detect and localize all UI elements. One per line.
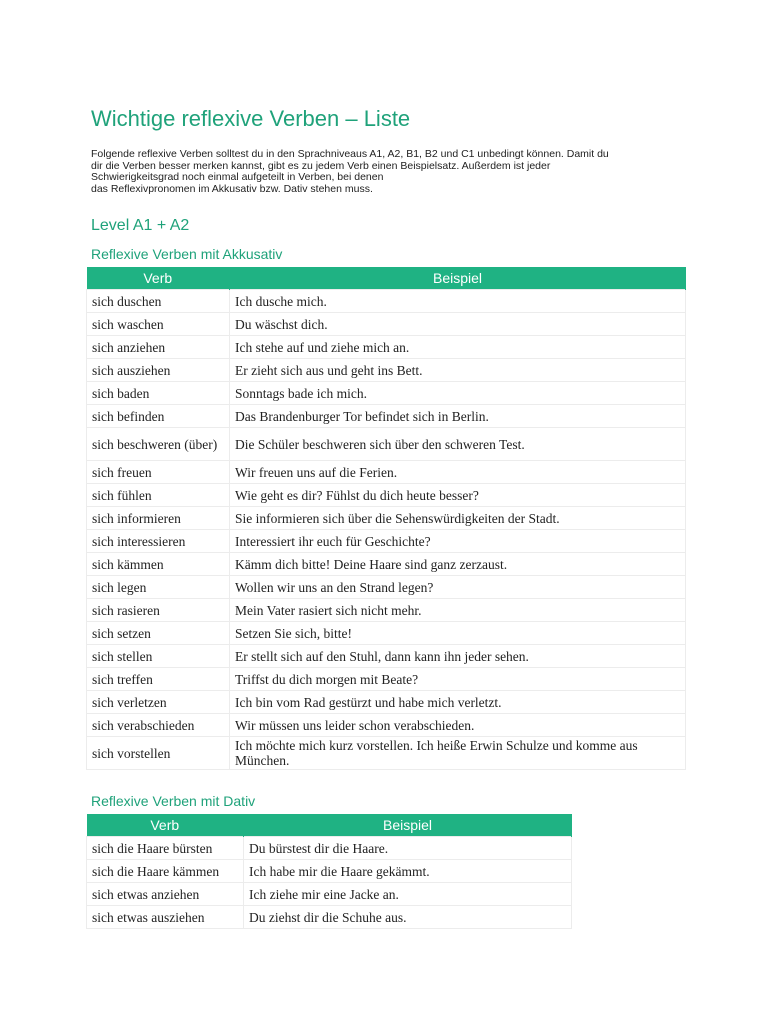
table-row — [87, 599, 686, 622]
verb-cell: sich stellen — [87, 645, 230, 668]
table-header-row — [87, 267, 686, 290]
example-cell: Ich bin vom Rad gestürzt und habe mich verletzt. — [230, 691, 686, 714]
example-cell: Ich möchte mich kurz vorstellen. Ich heiße Erwin Schulze und komme aus München. — [230, 737, 686, 770]
dativ-table — [86, 814, 572, 929]
akkusativ-table — [86, 267, 686, 770]
example-cell: Ich dusche mich. — [230, 290, 686, 313]
column-header-verb: Verb — [87, 267, 230, 290]
verb-cell: sich etwas anziehen — [87, 883, 244, 906]
example-cell: Setzen Sie sich, bitte! — [230, 622, 686, 645]
example-cell: Er stellt sich auf den Stuhl, dann kann ihn jeder sehen. — [230, 645, 686, 668]
table-row — [87, 622, 686, 645]
verb-cell: sich interessieren — [87, 530, 230, 553]
column-header-verb: Verb — [87, 814, 244, 837]
verb-cell: sich baden — [87, 382, 230, 405]
dativ-heading: Reflexive Verben mit Dativ — [91, 793, 256, 809]
table-row — [87, 428, 686, 461]
column-header-example: Beispiel — [230, 267, 686, 290]
verb-cell: sich freuen — [87, 461, 230, 484]
verb-cell: sich rasieren — [87, 599, 230, 622]
table-row — [87, 714, 686, 737]
verb-cell: sich die Haare kämmen — [87, 860, 244, 883]
table-row — [87, 837, 572, 860]
page-title: Wichtige reflexive Verben – Liste — [91, 106, 411, 131]
intro-line: Schwierigkeitsgrad noch einmal aufgeteilt in Verben, bei denen — [91, 171, 384, 183]
example-cell: Wir müssen uns leider schon verabschieden. — [230, 714, 686, 737]
example-cell: Mein Vater rasiert sich nicht mehr. — [230, 599, 686, 622]
intro-line: Folgende reflexive Verben solltest du in den Sprachniveaus A1, A2, B1, B2 und C1 unbedingt können. Damit du — [91, 148, 609, 160]
verb-cell: sich verletzen — [87, 691, 230, 714]
table-row — [87, 860, 572, 883]
example-cell: Du wäschst dich. — [230, 313, 686, 336]
example-cell: Kämm dich bitte! Deine Haare sind ganz zerzaust. — [230, 553, 686, 576]
verb-cell: sich vorstellen — [87, 737, 230, 770]
verb-cell: sich duschen — [87, 290, 230, 313]
verb-cell: sich etwas ausziehen — [87, 906, 244, 929]
verb-cell: sich verabschieden — [87, 714, 230, 737]
akkusativ-heading: Reflexive Verben mit Akkusativ — [91, 246, 283, 262]
verb-cell: sich waschen — [87, 313, 230, 336]
example-cell: Wollen wir uns an den Strand legen? — [230, 576, 686, 599]
table-row — [87, 906, 572, 929]
example-cell: Die Schüler beschweren sich über den schweren Test. — [230, 428, 686, 461]
table-row — [87, 336, 686, 359]
example-cell: Sie informieren sich über die Sehenswürdigkeiten der Stadt. — [230, 507, 686, 530]
verb-cell: sich beschweren (über) — [87, 428, 230, 461]
verb-cell: sich befinden — [87, 405, 230, 428]
example-cell: Du ziehst dir die Schuhe aus. — [244, 906, 572, 929]
table-row — [87, 405, 686, 428]
table-row — [87, 382, 686, 405]
table-row — [87, 668, 686, 691]
table-row — [87, 645, 686, 668]
verb-cell: sich anziehen — [87, 336, 230, 359]
table-row — [87, 290, 686, 313]
table-row — [87, 359, 686, 382]
verb-cell: sich die Haare bürsten — [87, 837, 244, 860]
table-row — [87, 691, 686, 714]
table-row — [87, 313, 686, 336]
example-cell: Ich stehe auf und ziehe mich an. — [230, 336, 686, 359]
verb-cell: sich ausziehen — [87, 359, 230, 382]
table-header-row — [87, 814, 572, 837]
verb-cell: sich legen — [87, 576, 230, 599]
example-cell: Du bürstest dir die Haare. — [244, 837, 572, 860]
example-cell: Sonntags bade ich mich. — [230, 382, 686, 405]
example-cell: Das Brandenburger Tor befindet sich in Berlin. — [230, 405, 686, 428]
table-row — [87, 507, 686, 530]
table-row — [87, 576, 686, 599]
verb-cell: sich setzen — [87, 622, 230, 645]
example-cell: Wie geht es dir? Fühlst du dich heute besser? — [230, 484, 686, 507]
table-row — [87, 530, 686, 553]
example-cell: Triffst du dich morgen mit Beate? — [230, 668, 686, 691]
column-header-example: Beispiel — [244, 814, 572, 837]
intro-line: das Reflexivpronomen im Akkusativ bzw. Dativ stehen muss. — [91, 182, 373, 195]
intro-line: dir die Verben besser merken kannst, gibt es zu jedem Verb einen Beispielsatz. Außerdem ist jeder — [91, 159, 551, 172]
intro-paragraph — [91, 149, 691, 195]
table-row — [87, 883, 572, 906]
verb-cell: sich fühlen — [87, 484, 230, 507]
table-row — [87, 737, 686, 770]
table-row — [87, 484, 686, 507]
table-row — [87, 553, 686, 576]
example-cell: Interessiert ihr euch für Geschichte? — [230, 530, 686, 553]
example-cell: Ich habe mir die Haare gekämmt. — [244, 860, 572, 883]
example-cell: Er zieht sich aus und geht ins Bett. — [230, 359, 686, 382]
verb-cell: sich informieren — [87, 507, 230, 530]
level-heading: Level A1 + A2 — [91, 217, 190, 234]
verb-cell: sich kämmen — [87, 553, 230, 576]
verb-cell: sich treffen — [87, 668, 230, 691]
table-row — [87, 461, 686, 484]
example-cell: Wir freuen uns auf die Ferien. — [230, 461, 686, 484]
example-cell: Ich ziehe mir eine Jacke an. — [244, 883, 572, 906]
